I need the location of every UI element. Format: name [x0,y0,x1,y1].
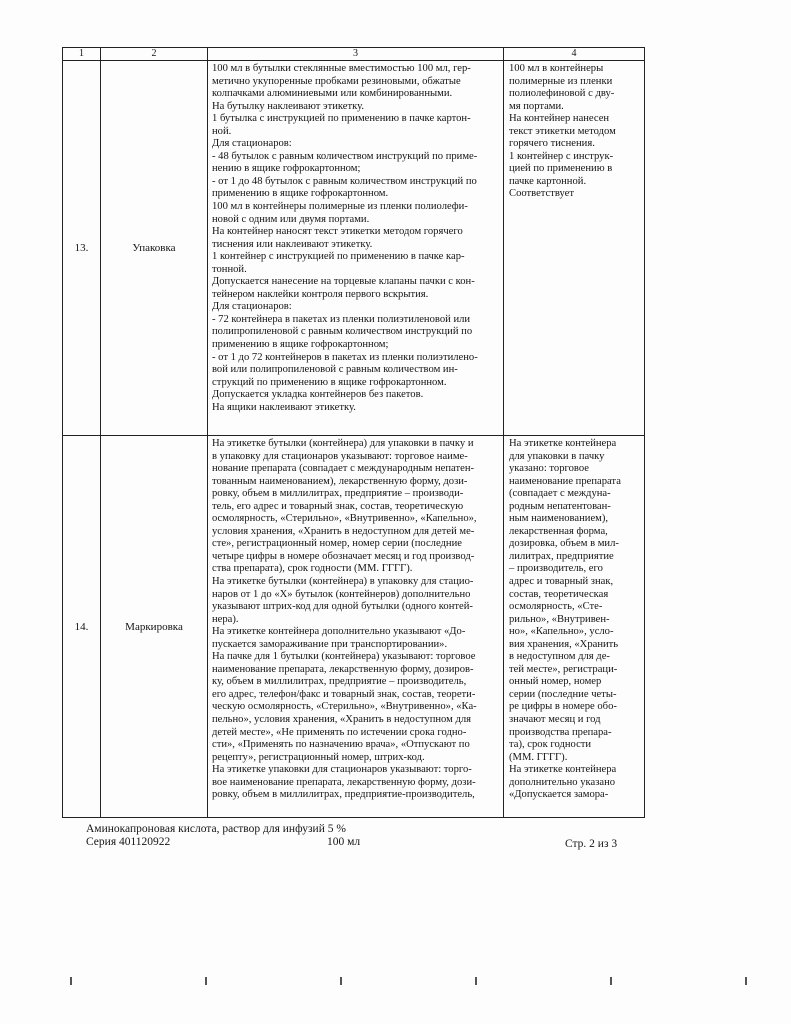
text-line: (совпадает с междуна- [509,488,611,500]
text-line: адрес и товарный знак, [509,576,614,588]
row-number: 13. [63,61,101,436]
text-line: онный номер, номер [509,676,602,688]
text-line: четыре цифры в номере обозначает месяц и год производ- [212,550,475,562]
text-line: для упаковки в пачку [509,450,605,462]
text-line: (ММ. ГГГГ). [509,751,568,763]
text-line: полиолефиновой с дву- [509,88,615,100]
text-line: указывают штрих-код для одной бутылки (одного контей- [212,601,473,613]
header-cell: 2 [101,48,208,61]
text-line: лекарственная форма, [509,525,608,537]
text-line: На бутылку наклеивают этикетку. [212,100,364,112]
text-line: условия хранения, «Хранить в недоступном для детей ме- [212,525,475,537]
text-line: но», «Капельно», усло- [509,626,614,638]
row-name: Упаковка [101,61,208,436]
text-line: пачке картонной. [509,175,587,187]
text-line: в упаковку для стационаров указывают: торговое наиме- [212,450,468,462]
text-line: пельно», условия хранения, «Хранить в недоступном для [212,714,472,726]
text-line: его адрес, телефон/факс и товарный знак, состав, теорети- [212,688,476,700]
text-line: пускается замораживание при транспортировании». [212,638,448,650]
text-line: На этикетке бутылки (контейнера) в упаковку для стацио- [212,576,474,588]
text-line: вой или полипропиленовой с равным количеством ин- [212,364,458,376]
text-line: ческую осмолярность, «Стерильно», «Внутривенно», «Ка- [212,701,477,713]
text-line: 100 мл в контейнеры [509,63,604,74]
text-line: сте», регистрационный номер, номер серии (последние [212,538,462,550]
text-line: На этикетке контейнера дополнительно указывают «До- [212,626,466,638]
text-line: На контейнер нанесен [509,113,610,125]
text-line: тей месте», регистраци- [509,663,618,675]
text-line: ровку, объем в миллилитрах, предприятие-производитель, [212,789,475,801]
text-line: 100 мл в контейнеры полимерные из пленки полиолефи- [212,201,468,213]
text-line: осмолярность, «Стерильно», «Внутривенно», «Капельно», [212,513,477,525]
text-line: полипропиленовой с равным количеством инструкций по [212,326,473,338]
text-line: На этикетке бутылки (контейнера) для упаковки в пачку и [212,438,474,449]
text-line: вия хранения, «Хранить [509,638,619,650]
text-line: та), срок годности [509,739,592,751]
actual-text [504,61,644,203]
text-line: цией по применению в [509,163,613,175]
footer-volume: 100 мл [327,836,361,848]
text-line: детей месте», «Не применять по истечении срока годно- [212,726,467,738]
text-line: ства препарата), срок годности (ММ. ГГГГ). [212,563,413,575]
text-line: лилитрах, предприятие [509,550,614,562]
spec-table [62,47,645,818]
footer-product: Аминокапроновая кислота, раствор для инфузий 5 % [86,823,346,835]
text-line: полимерные из пленки [509,75,613,87]
row-number: 14. [63,436,101,818]
text-line: На пачке для 1 бутылки (контейнера) указывают: торговое [212,651,476,663]
text-line: 1 бутылка с инструкцией по применению в пачке картон- [212,113,471,125]
header-cell: 3 [208,48,504,61]
text-line: тиснения или наклеивают этикетку. [212,238,373,250]
text-line: На ящики наклеивают этикетку. [212,401,356,413]
text-line: ровку, объем в миллилитрах, предприятие – производи- [212,488,464,500]
text-line: осмолярность, «Сте- [509,601,603,613]
text-line: - 72 контейнера в пакетах из пленки полиэтиленовой или [212,313,471,325]
text-line: тонной. [212,263,247,275]
text-line: применению в ящике гофрокартонном; [212,339,389,351]
table-header-row [63,48,645,61]
actual-text [504,436,644,804]
table-row [63,61,645,436]
scan-mark [610,977,612,985]
text-line: колпачками алюминиевыми или комбинированными. [212,88,453,100]
header-cell: 1 [63,48,101,61]
text-line: наров от 1 до «Х» бутылок (контейнеров) дополнительно [212,588,471,600]
text-line: На этикетке контейнера [509,438,617,449]
text-line: Допускается нанесение на торцевые клапаны пачки с кон- [212,276,475,288]
text-line: указано: торговое [509,463,589,475]
text-line: тейнером наклейки контроля первого вскрытия. [212,288,429,300]
text-line: горячего тиснения. [509,138,595,150]
text-line: наименование препарата [509,475,621,487]
text-line: текст этикетки методом [509,125,616,137]
text-line: 1 контейнер с инструкцией по применению в пачке кар- [212,251,465,263]
table-row [63,436,645,818]
text-line: ным наименованием), [509,513,609,525]
text-line: новой с одним или двумя портами. [212,213,370,225]
text-line: - 48 бутылок с равным количеством инструкций по приме- [212,150,478,162]
text-line: нера). [212,613,239,625]
text-line: применению в ящике гофрокартонном. [212,188,389,200]
spec-text [208,436,503,804]
text-line: - от 1 до 72 контейнеров в пакетах из пленки полиэтилено- [212,351,478,363]
text-line: тованным наименованием), лекарственную форму, дози- [212,475,468,487]
text-line: - от 1 до 48 бутылок с равным количеством инструкций по [212,175,477,187]
text-line: Для стационаров: [212,138,292,150]
text-line: родным непатентован- [509,500,611,512]
text-line: в недоступном для де- [509,651,610,663]
text-line: ной. [212,125,232,137]
text-line: На этикетке упаковки для стационаров указывают: торго- [212,764,472,776]
scan-mark [70,977,72,985]
text-line: ре цифры в номере обо- [509,701,617,713]
text-line: сти», «Применять по назначению врача», «Отпускают по [212,739,470,751]
text-line: На контейнер наносят текст этикетки методом горячего [212,226,463,238]
scan-mark [475,977,477,985]
text-line: Допускается укладка контейнеров без пакетов. [212,389,424,401]
text-line: нование препарата (совпадает с международным непатен- [212,463,475,475]
text-line: «Допускается замора- [509,789,609,801]
text-line: дозировка, объем в мил- [509,538,619,550]
text-line: наименование препарата, лекарственную форму, дозиров- [212,663,474,675]
text-line: Для стационаров: [212,301,292,313]
text-line: метично укупоренные пробками резиновыми, обжатые [212,75,461,87]
text-line: Соответствует [509,188,575,200]
footer-page-number: Стр. 2 из 3 [565,838,618,850]
text-line: тель, его адрес и товарный знак, состав, теоретическую [212,500,464,512]
text-line: 100 мл в бутылки стеклянные вместимостью 100 мл, гер- [212,63,471,74]
footer-series: Серия 401120922 [86,836,171,848]
header-cell: 4 [504,48,645,61]
text-line: 1 контейнер с инструк- [509,150,614,162]
text-line: струкций по применению в ящике гофрокартонном. [212,376,447,388]
scan-mark [205,977,207,985]
text-line: ку, объем в миллилитрах, предприятие – производитель, [212,676,467,688]
text-line: На этикетке контейнера [509,764,617,776]
scan-mark [340,977,342,985]
text-line: вое наименование препарата, лекарственную форму, дози- [212,776,476,788]
text-line: мя портами. [509,100,564,112]
text-line: – производитель, его [509,563,603,575]
scan-mark [745,977,747,985]
row-name: Маркировка [101,436,208,818]
text-line: нению в ящике гофрокартонном; [212,163,361,175]
spec-text [208,61,503,416]
text-line: рильно», «Внутривен- [509,613,610,625]
text-line: рецепту», регистрационный номер, штрих-код. [212,751,425,763]
text-line: производства препара- [509,726,612,738]
text-line: состав, теоретическая [509,588,609,600]
text-line: дополнительно указано [509,776,616,788]
text-line: значают месяц и год [509,714,601,726]
text-line: серии (последние четы- [509,688,617,700]
